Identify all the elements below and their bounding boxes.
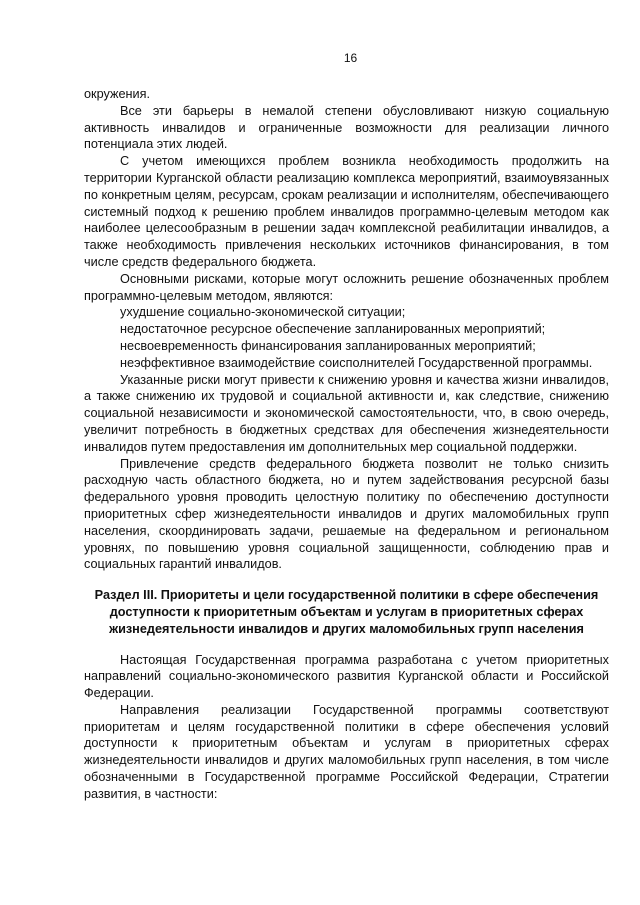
paragraph: окружения. [84, 87, 151, 101]
paragraphs-after-section [84, 652, 609, 803]
paragraph: Основными рисками, которые могут осложнить решение обозначенных проблем программно-целевым методом, являются: [84, 271, 609, 303]
section-title: Раздел III. Приоритеты и цели государственной политики в сфере обеспечения доступности к приоритетным объектам и услугам в приоритетных сферах жизнедеятельности инвалидов и других маломобильных групп населения [94, 588, 599, 636]
document-page [84, 50, 609, 803]
paragraph: ухудшение социально-экономической ситуации; [120, 305, 406, 320]
document-body [84, 86, 609, 803]
paragraph: С учетом имеющихся проблем возникла необходимость продолжить на территории Курганской области реализацию комплекса мероприятий, взаимоувязанных по конкретным целям, ресурсам, срокам реализации и исполнителям, обеспечивающего системный подход к решению проблем инвалидов программно-целевым методом как наиболее целесообразным в решении задач комплексной реабилитации инвалидов, а также необходимость привлечения нескольких источников финансирования, в том числе средств федерального бюджета. [84, 154, 609, 269]
paragraphs-before-section [84, 86, 609, 573]
page-number: 16 [343, 51, 358, 65]
paragraph: Настоящая Государственная программа разработана с учетом приоритетных направлений социально-экономического развития Курганской области и Российской Федерации. [84, 652, 609, 701]
paragraph: Направления реализации Государственной программы соответствуют приоритетам и целям государственной политики в сфере обеспечения условий доступности к приоритетным объектам и услугам в приоритетных сферах жизнедеятельности инвалидов и других маломобильных групп населения, в том числе обозначенными в Государственной программе Российской Федерации, Стратегии развития, в частности: [84, 702, 609, 801]
paragraph: Указанные риски могут привести к снижению уровня и качества жизни инвалидов, а также снижению их трудовой и социальной активности и, как следствие, снижению социальной независимости и экономической самостоятельности, что, в свою очередь, увеличит потребность в бюджетных средствах для обеспечения жизнедеятельности инвалидов путем предоставления им дополнительных мер социальной поддержки. [84, 372, 609, 454]
paragraph: Все эти барьеры в немалой степени обусловливают низкую социальную активность инвалидов и ограниченные возможности для реализации личного потенциала этих людей. [84, 103, 609, 152]
paragraph: недостаточное ресурсное обеспечение запланированных мероприятий; [120, 322, 546, 337]
paragraph: несвоевременность финансирования запланированных мероприятий; [120, 338, 536, 353]
paragraph: Привлечение средств федерального бюджета позволит не только снизить расходную часть областного бюджета, но и путем задействования ресурсной базы федерального уровня проводить целостную политику по обеспечению доступности приоритетных сфер жизнедеятельности инвалидов и других маломобильных групп населения, скоординировать задачи, решаемые на федеральном и региональном уровнях, по повышению уровня социальной защищенности, соблюдению прав и социальных гарантий инвалидов. [84, 456, 609, 572]
paragraph: неэффективное взаимодействие соисполнителей Государственной программы. [120, 355, 593, 370]
